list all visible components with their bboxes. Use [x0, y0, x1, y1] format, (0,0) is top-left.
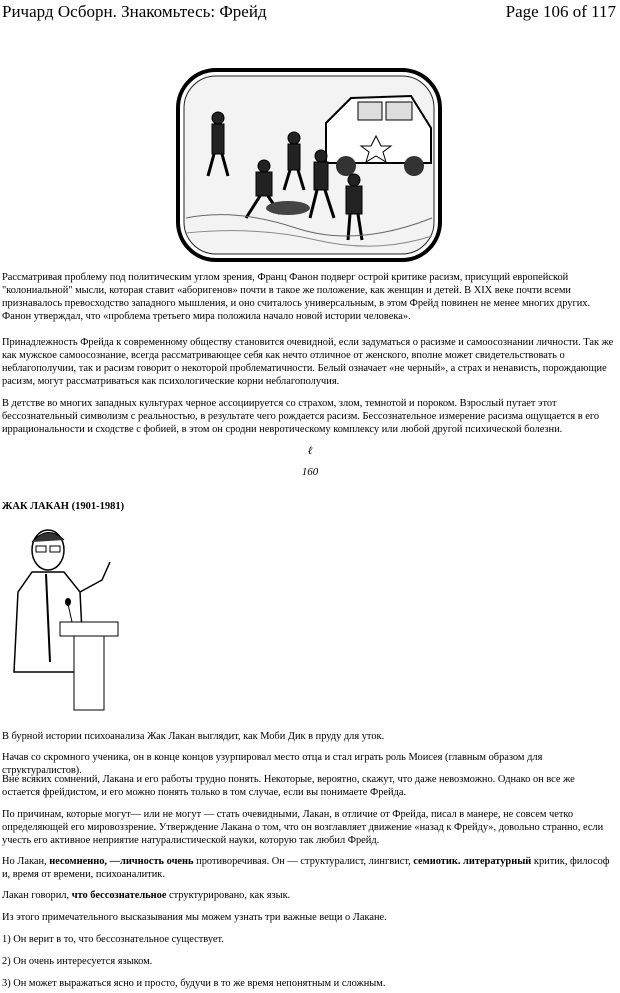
section-heading: ЖАК ЛАКАН (1901-1981) — [2, 501, 125, 512]
paragraph-lacan-1: В бурной истории психоанализа Жак Лакан выглядит, как Моби Дик в пруду для уток. — [2, 731, 385, 742]
tv-scene-illustration — [176, 68, 442, 262]
list-item-3: 3) Он может выражаться ясно и просто, будучи в то же время непонятным и сложным. — [2, 978, 386, 989]
page-header — [0, 0, 620, 28]
paragraph-freud-modern: Принадлежность Фрейда к современному обществу становится очевидной, если задуматься о расизме и самоосознании личности. Так же как мужское самоосознание, всегда рассматривающее себя как нечто отличное от женского, вполне может свидетельствовать о неблагополучии, так и расизм говорит о некоторой проблематичности. Белый означает «не черный», а страх и ненависть, порождающие расизм, могут рассматриваться как психологические корни неблагополучия. — [2, 337, 614, 387]
list-item-1: 1) Он верит в то, что бессознательное существует. — [2, 934, 224, 945]
p5-text-a: Но Лакан, — [2, 856, 50, 867]
p6-bold-unconscious: что бессознательное — [71, 890, 167, 901]
paragraph-lacan-7: Из этого примечательного высказывания мы можем узнать три важные вещи о Лакане. — [2, 912, 387, 923]
lacan-illustration — [2, 522, 120, 712]
p5-text-c: противоречивая. Он — структуралист, лингвист, — [193, 856, 414, 867]
p5-bold-semiotic: семиотик. литературный — [413, 856, 532, 867]
p5-text-e: критик, философ и, время от времени, психоаналитик. — [2, 856, 610, 880]
paragraph-lacan-4: По причинам, которые могут— или не могут — стать очевидными, Лакан, в отличие от Фрейда, писал в манере, не совсем четко определяющей его мировоззрение. Утверждение Лакана о том, что он возглавляет движение «назад к Фрейду», довольно странно, если учесть его активное неприятие натуралистической науки, которую так любил Фрейд. — [2, 809, 604, 846]
paragraph-lacan-2: Начав со скромного ученика, он в конце концов узурпировал место отца и стал играть роль Моисея (главным образом для структуралистов). — [2, 752, 543, 776]
paragraph-fanon: Рассматривая проблему под политическим углом зрения, Франц Фанон подверг острой критике расизм, присущий европейской "колониальной" мысли, которая ставит «аборигенов» почти в такое же положение, как женщин и детей. В XIX веке почти всеми признавалось превосходство западного мышления, и оно считалось универсальным, в этом Фрейд повинен не менее многих других. Фанон утверждал, что «проблема третьего мира положила начало новой истории человека». — [2, 272, 591, 322]
page-counter: Page 106 of 117 — [505, 2, 616, 21]
p5-bold-personality: несомненно, —личность очень — [49, 856, 194, 867]
page-mark: ℓ — [307, 445, 313, 457]
p6-text-a: Лакан говорил, — [2, 890, 72, 901]
paragraph-lacan-3: Вне всяких сомнений, Лакана и его работы трудно понять. Некоторые, вероятно, скажут, что даже невозможно. Однако он все же остается фрейдистом, и его можно понять только в том случае, если вы понимаете Фрейда. — [2, 774, 575, 798]
paragraph-childhood: В детстве во многих западных культурах черное ассоциируется со страхом, злом, темнотой и пороком. Взрослый путает этот бессознательный символизм с реальностью, в результате чего рождается расизм. Бессознательное измерение расизма ощущается в его иррациональности и сходстве с фобией, в этом он сродни невротическому комплексу или любой другой психической болезни. — [2, 398, 600, 435]
book-title: Ричард Осборн. Знакомьтесь: Фрейд — [2, 2, 267, 21]
page-number: 160 — [301, 466, 319, 478]
list-item-2: 2) Он очень интересуется языком. — [2, 956, 153, 967]
paragraph-lacan-6 — [2, 889, 614, 902]
paragraph-lacan-5 — [2, 855, 614, 881]
p6-text-c: структурировано, как язык. — [166, 890, 291, 901]
